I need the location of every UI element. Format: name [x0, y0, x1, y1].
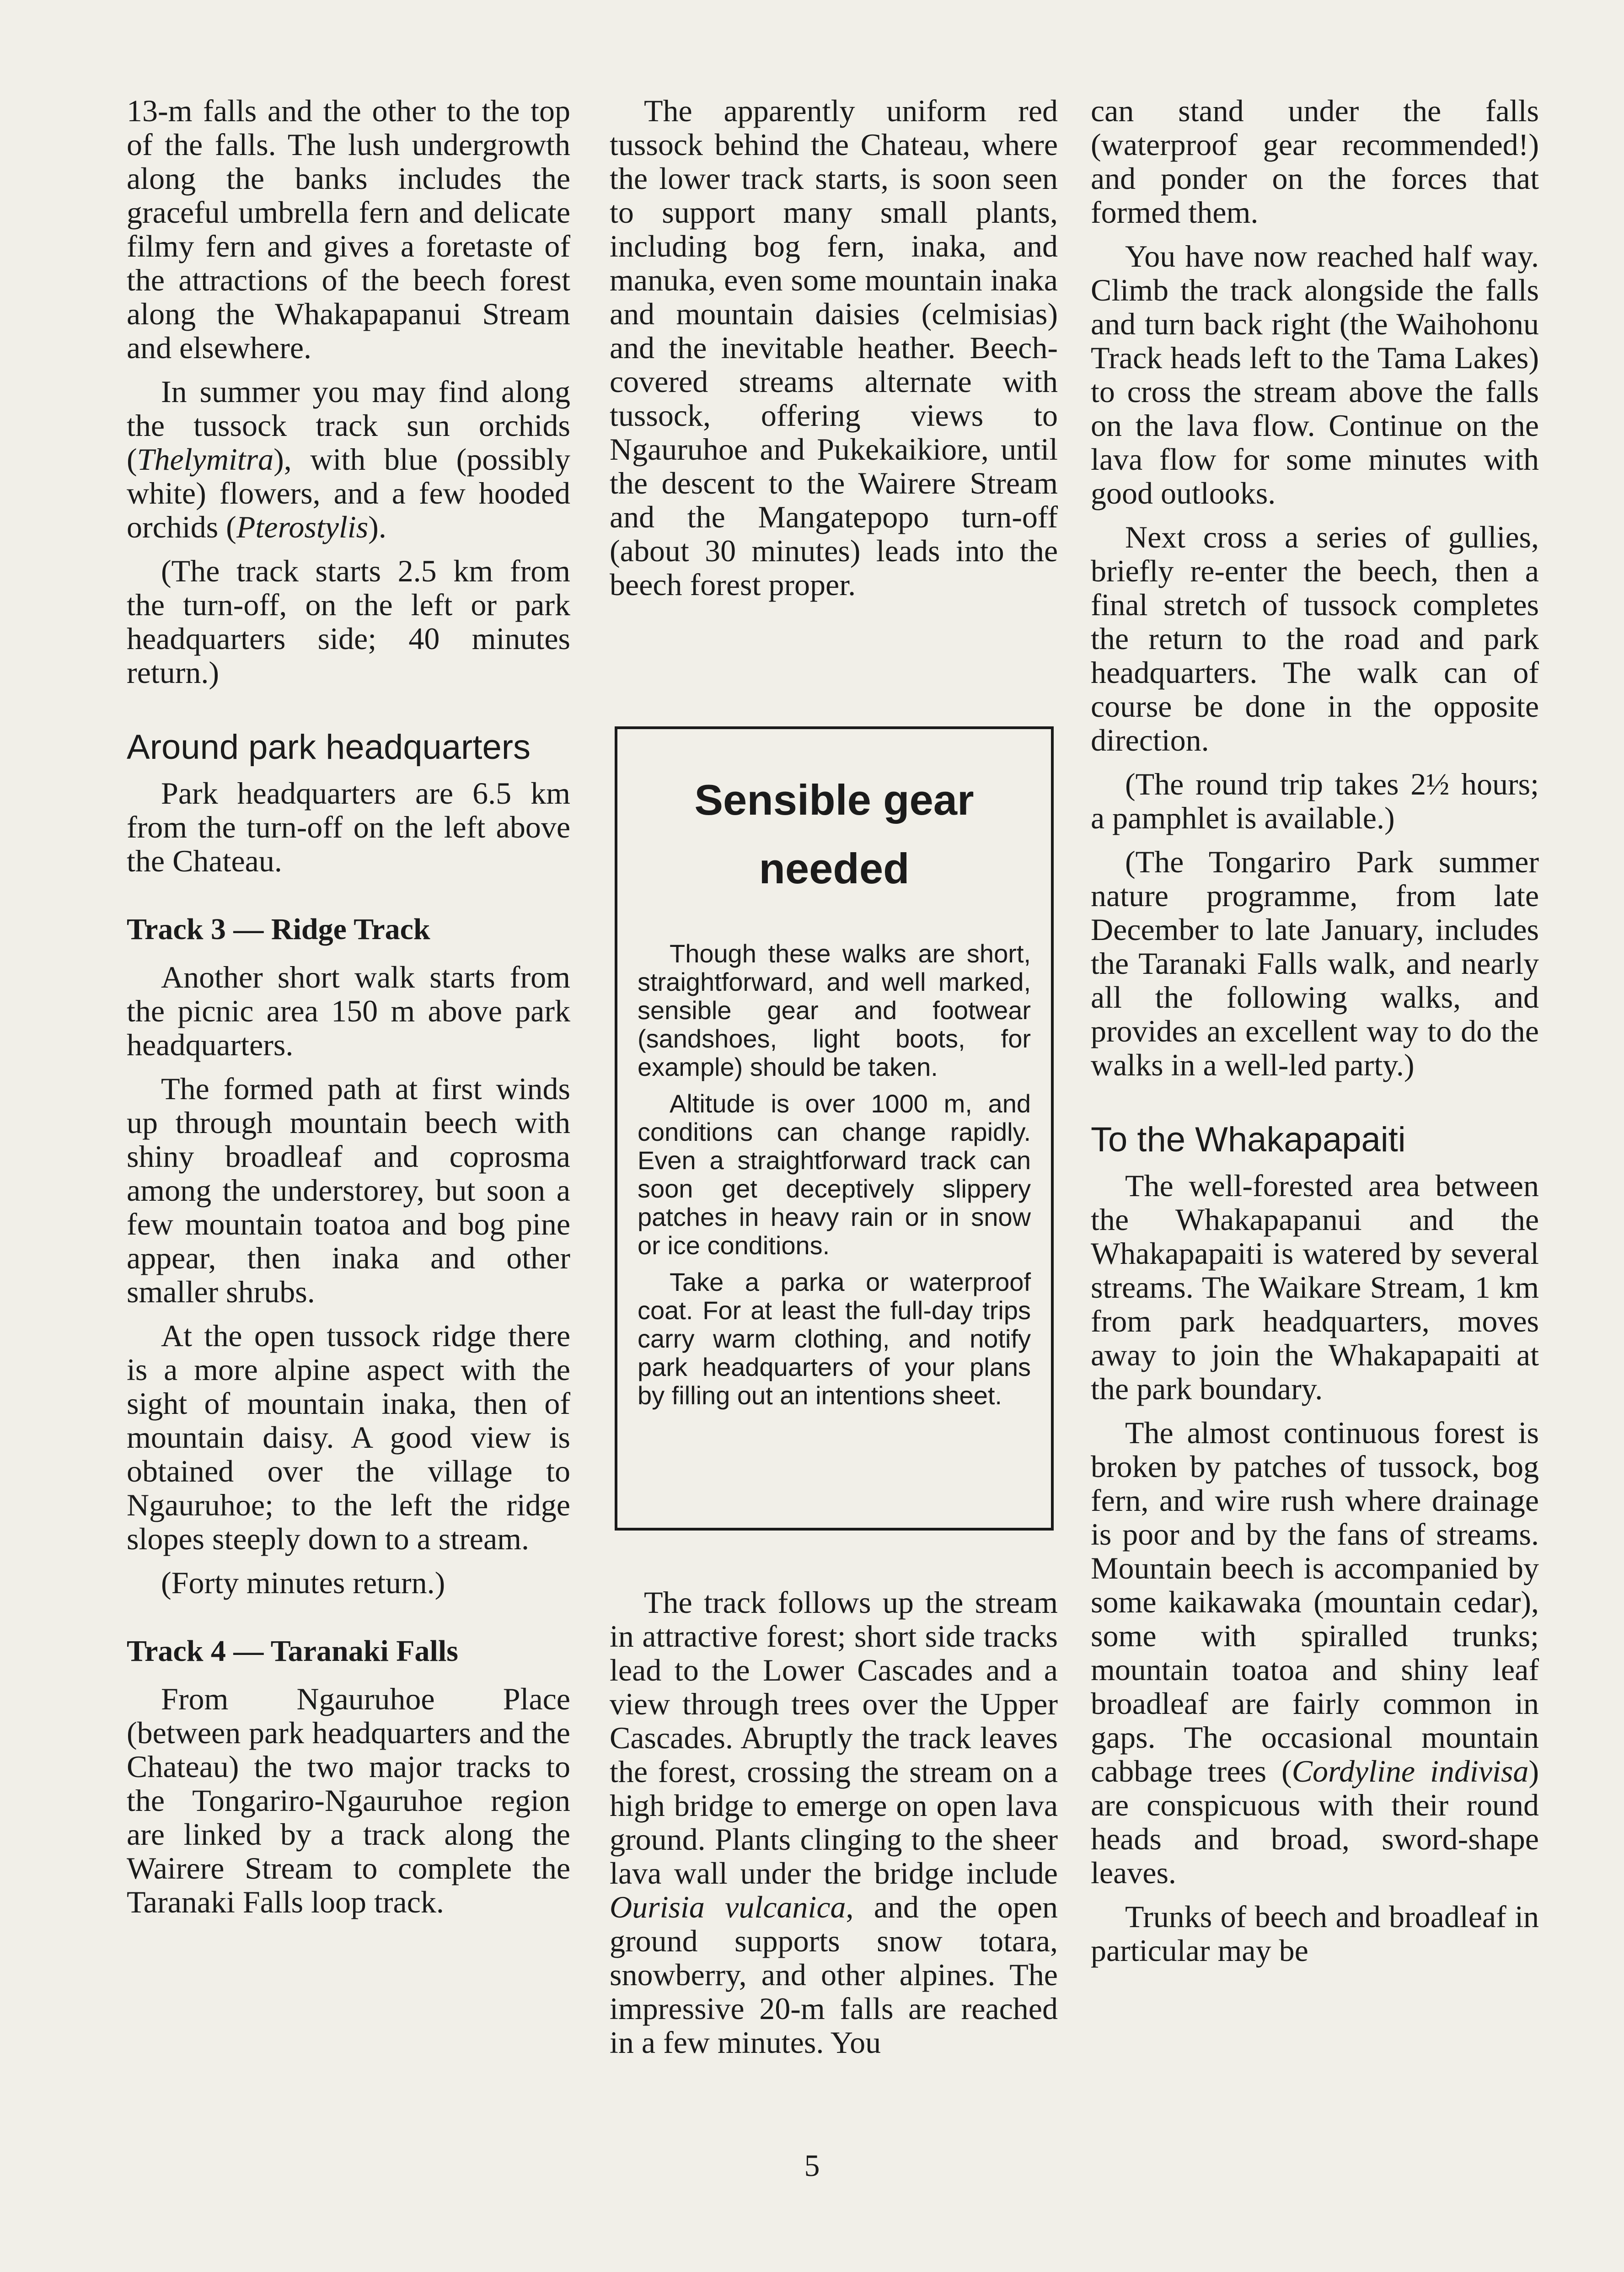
paragraph: The well-forested area between the Whakapapanui and the Whakapapaiti is watered by several streams. The Waikare Stream, 1 km from park headquarters, moves away to join the Whakapapaiti at the park boundary.	[1091, 1168, 1539, 1406]
subsection-heading: Track 4 — Taranaki Falls	[127, 1634, 458, 1668]
paragraph: The apparently uniform red tussock behind the Chateau, where the lower track starts, is soon seen to support many small plants, including bog fern, inaka, and manuka, even some mountain inaka and mountain daisies (celmisias) and the inevitable heather. Beech-covered streams alternate with tussock, offering views to Ngauruhoe and Pukekaikiore, until the descent to the Wairere Stream and the Mangatepopo turn-off (about 30 minutes) leads into the beech forest proper.	[610, 93, 1058, 602]
text-run: ), with blue (possibly white) flowers, and a few hooded orchids (	[127, 442, 570, 544]
paragraph	[1091, 1416, 1539, 1890]
paragraph	[610, 1585, 1058, 2059]
text-run: , and the open ground supports snow totara, snowberry, and other alpines. The impressive 20-m falls are reached in a few minutes. You	[610, 1890, 1058, 2060]
paragraph: (The Tongariro Park summer nature programme, from late December to late January, includes the Taranaki Falls walk, and nearly all the following walks, and provides an excellent way to do the walks in a well-led party.)	[1091, 844, 1539, 1082]
paragraph: can stand under the falls (waterproof gear recommended!) and ponder on the forces that formed them.	[1091, 93, 1539, 230]
page-number: 5	[804, 2148, 820, 2183]
paragraph: (Forty minutes return.)	[161, 1565, 445, 1600]
box-paragraph: Take a parka or waterproof coat. For at least the full-day trips carry warm clothing, and notify park headquarters of your plans by filling out an intentions sheet.	[638, 1268, 1031, 1410]
section-heading: Around park headquarters	[127, 728, 531, 767]
text-run: The track follows up the stream in attractive forest; short side tracks lead to the Lower Cascades and a view through trees over the Upper Cascades. Abruptly the track leaves the forest, crossing the stream on a high bridge to emerge on open lava ground. Plants clinging to the sheer lava wall under the bridge include	[610, 1585, 1058, 1891]
paragraph: Trunks of beech and broadleaf in particular may be	[1091, 1899, 1539, 1968]
paragraph: The formed path at first winds up through mountain beech with shiny broadleaf and coprosma among the understorey, but soon a few mountain toatoa and bog pine appear, then inaka and other smaller shrubs.	[127, 1071, 570, 1309]
column-middle-top	[610, 94, 1058, 612]
paragraph: (The round trip takes 2½ hours; a pamphlet is available.)	[1091, 767, 1539, 835]
text-run: ).	[368, 510, 386, 544]
box-paragraph: Though these walks are short, straightforward, and well marked, sensible gear and footwear (sandshoes, light boots, for example) should be taken.	[638, 939, 1031, 1081]
paragraph: (The track starts 2.5 km from the turn-off, on the left or park headquarters side; 40 minutes return.)	[127, 553, 570, 690]
column-middle-bottom	[610, 1585, 1058, 2069]
text-run: ) are conspicuous with their round heads and broad, sword-shape leaves.	[1091, 1754, 1539, 1890]
italic-text: Ourisia vulcanica	[610, 1890, 846, 1924]
paragraph: You have now reached half way. Climb the track alongside the falls and turn back right (the Waihohonu Track heads left to the Tama Lakes) to cross the stream above the falls on the lava flow. Continue on the lava flow for some minutes with good outlooks.	[1091, 239, 1539, 510]
box-heading: Sensible gear needed	[694, 776, 974, 892]
sidebar-box	[615, 726, 1054, 1531]
paragraph: At the open tussock ridge there is a more alpine aspect with the sight of mountain inaka, then of mountain daisy. A good view is obtained over the village to Ngauruhoe; to the left the ridge slopes steeply down to a stream.	[127, 1318, 570, 1556]
paragraph	[127, 375, 570, 544]
column-left	[127, 94, 570, 1929]
italic-text: Pterostylis	[236, 510, 369, 544]
paragraph: Next cross a series of gullies, briefly re-enter the beech, then a final stretch of tussock completes the return to the road and park headquarters. The walk can of course be done in the opposite direction.	[1091, 520, 1539, 757]
section-heading: To the Whakapapaiti	[1091, 1120, 1406, 1159]
text-run: The almost continuous forest is broken by patches of tussock, bog fern, and wire rush where drainage is poor and by the fans of streams. Mountain beech is accompanied by some kaikawaka (mountain cedar), some with spiralled trunks; mountain toatoa and shiny leaf broadleaf are fairly common in gaps. The occasional mountain cabbage trees (	[1091, 1415, 1539, 1789]
column-right	[1091, 94, 1539, 1977]
subsection-heading: Track 3 — Ridge Track	[127, 913, 430, 946]
paragraph: Another short walk starts from the picnic area 150 m above park headquarters.	[127, 960, 570, 1062]
paragraph: From Ngauruhoe Place (between park headquarters and the Chateau) the two major tracks to the Tongariro-Ngauruhoe region are linked by a track along the Wairere Stream to complete the Taranaki Falls loop track.	[127, 1681, 570, 1919]
italic-text: Cordyline indivisa	[1292, 1754, 1529, 1789]
text-run: In summer you may find along the tussock track sun orchids (	[127, 374, 570, 477]
paragraph: 13-m falls and the other to the top of the falls. The lush undergrowth along the banks includes the graceful umbrella fern and delicate filmy fern and gives a foretaste of the attractions of the beech forest along the Whakapapanui Stream and elsewhere.	[127, 93, 570, 365]
italic-text: Thelymitra	[137, 442, 274, 477]
paragraph: Park headquarters are 6.5 km from the turn-off on the left above the Chateau.	[127, 776, 570, 878]
box-paragraph: Altitude is over 1000 m, and conditions can change rapidly. Even a straightforward track can soon get deceptively slippery patches in heavy rain or in snow or ice conditions.	[638, 1089, 1031, 1260]
